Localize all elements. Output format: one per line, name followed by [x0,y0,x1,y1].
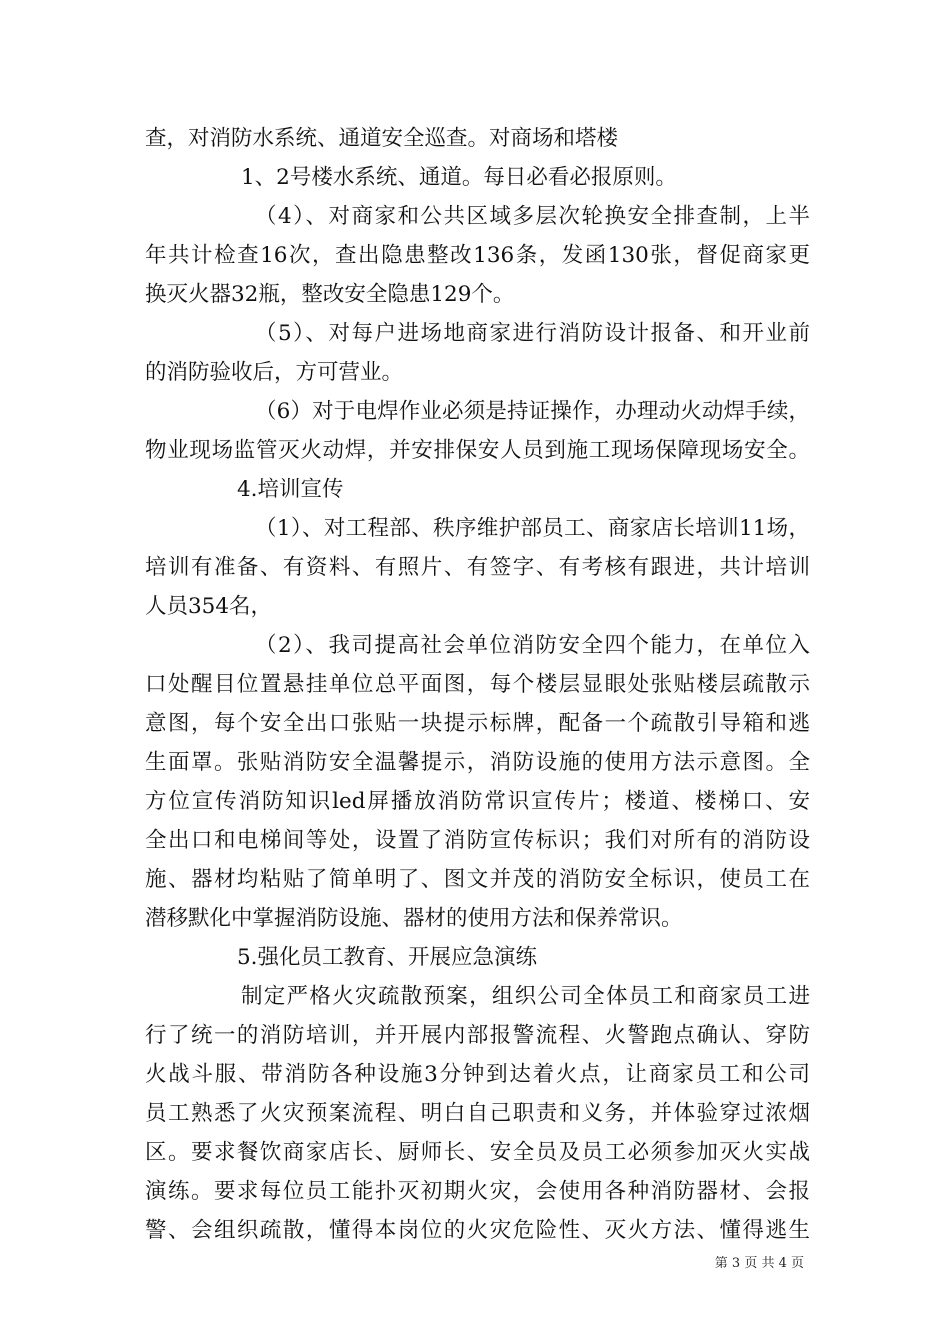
text-line: 换灭火器32瓶，整改安全隐患129个。 [145,282,515,307]
text-line: 培训有准备、有资料、有照片、有签字、有考核有跟进，共计培训 [145,555,810,580]
text-line: 火战斗服、带消防各种设施3分钟到达着火点，让商家员工和公司 [145,1062,810,1087]
text-line: 员工熟悉了火灾预案流程、明白自己职责和义务，并体验穿过浓烟 [145,1101,810,1126]
text-line: 全出口和电梯间等处，设置了消防宣传标识；我们对所有的消防设 [145,828,810,853]
text-line: 警、会组织疏散，懂得本岗位的火灾危险性、灭火方法、懂得逃生 [145,1218,810,1243]
text-line: 行了统一的消防培训，并开展内部报警流程、火警跑点确认、穿防 [145,1023,810,1048]
text-line: 施、器材均粘贴了简单明了、图文并茂的消防安全标识，使员工在 [145,867,810,892]
document-body [145,119,810,1250]
text-line: 口处醒目位置悬挂单位总平面图，每个楼层显眼处张贴楼层疏散示 [145,672,810,697]
text-line: 的消防验收后，方可营业。 [145,360,404,385]
text-line: 生面罩。张贴消防安全温馨提示，消防设施的使用方法示意图。全 [145,750,810,775]
text-line: 年共计检查16次，查出隐患整改136条，发函130张，督促商家更 [145,243,810,268]
text-line: 制定严格火灾疏散预案，组织公司全体员工和商家员工进 [241,984,810,1009]
text-line: 1、2号楼水系统、通道。每日必看必报原则。 [241,165,677,190]
text-line: （2）、我司提高社会单位消防安全四个能力，在单位入 [255,633,810,658]
text-line: （4）、对商家和公共区域多层次轮换安全排查制，上半 [255,204,810,229]
text-line: 人员354名， [145,594,273,619]
text-line: 查，对消防水系统、通道安全巡查。对商场和塔楼 [145,126,619,151]
text-line: （5）、对每户进场地商家进行消防设计报备、和开业前 [255,321,810,346]
section-heading: 5.强化员工教育、开展应急演练 [237,945,538,970]
text-line: 方位宣传消防知识led屏播放消防常识宣传片；楼道、楼梯口、安 [145,789,810,814]
text-line: 物业现场监管灭火动焊，并安排保安人员到施工现场保障现场安全。 [145,438,810,463]
text-line: （6）对于电焊作业必须是持证操作，办理动火动焊手续， [255,399,810,424]
text-line: 演练。要求每位员工能扑灭初期火灾，会使用各种消防器材、会报 [145,1179,810,1204]
text-line: 区。要求餐饮商家店长、厨师长、安全员及员工必须参加灭火实战 [145,1140,810,1165]
section-heading: 4.培训宣传 [237,477,344,502]
text-line: 意图，每个安全出口张贴一块提示标牌，配备一个疏散引导箱和逃 [145,711,810,736]
text-line: 潜移默化中掌握消防设施、器材的使用方法和保养常识。 [145,906,683,931]
text-line: （1）、对工程部、秩序维护部员工、商家店长培训11场， [255,516,810,541]
page-number: 第 3 页 共 4 页 [714,1256,804,1271]
